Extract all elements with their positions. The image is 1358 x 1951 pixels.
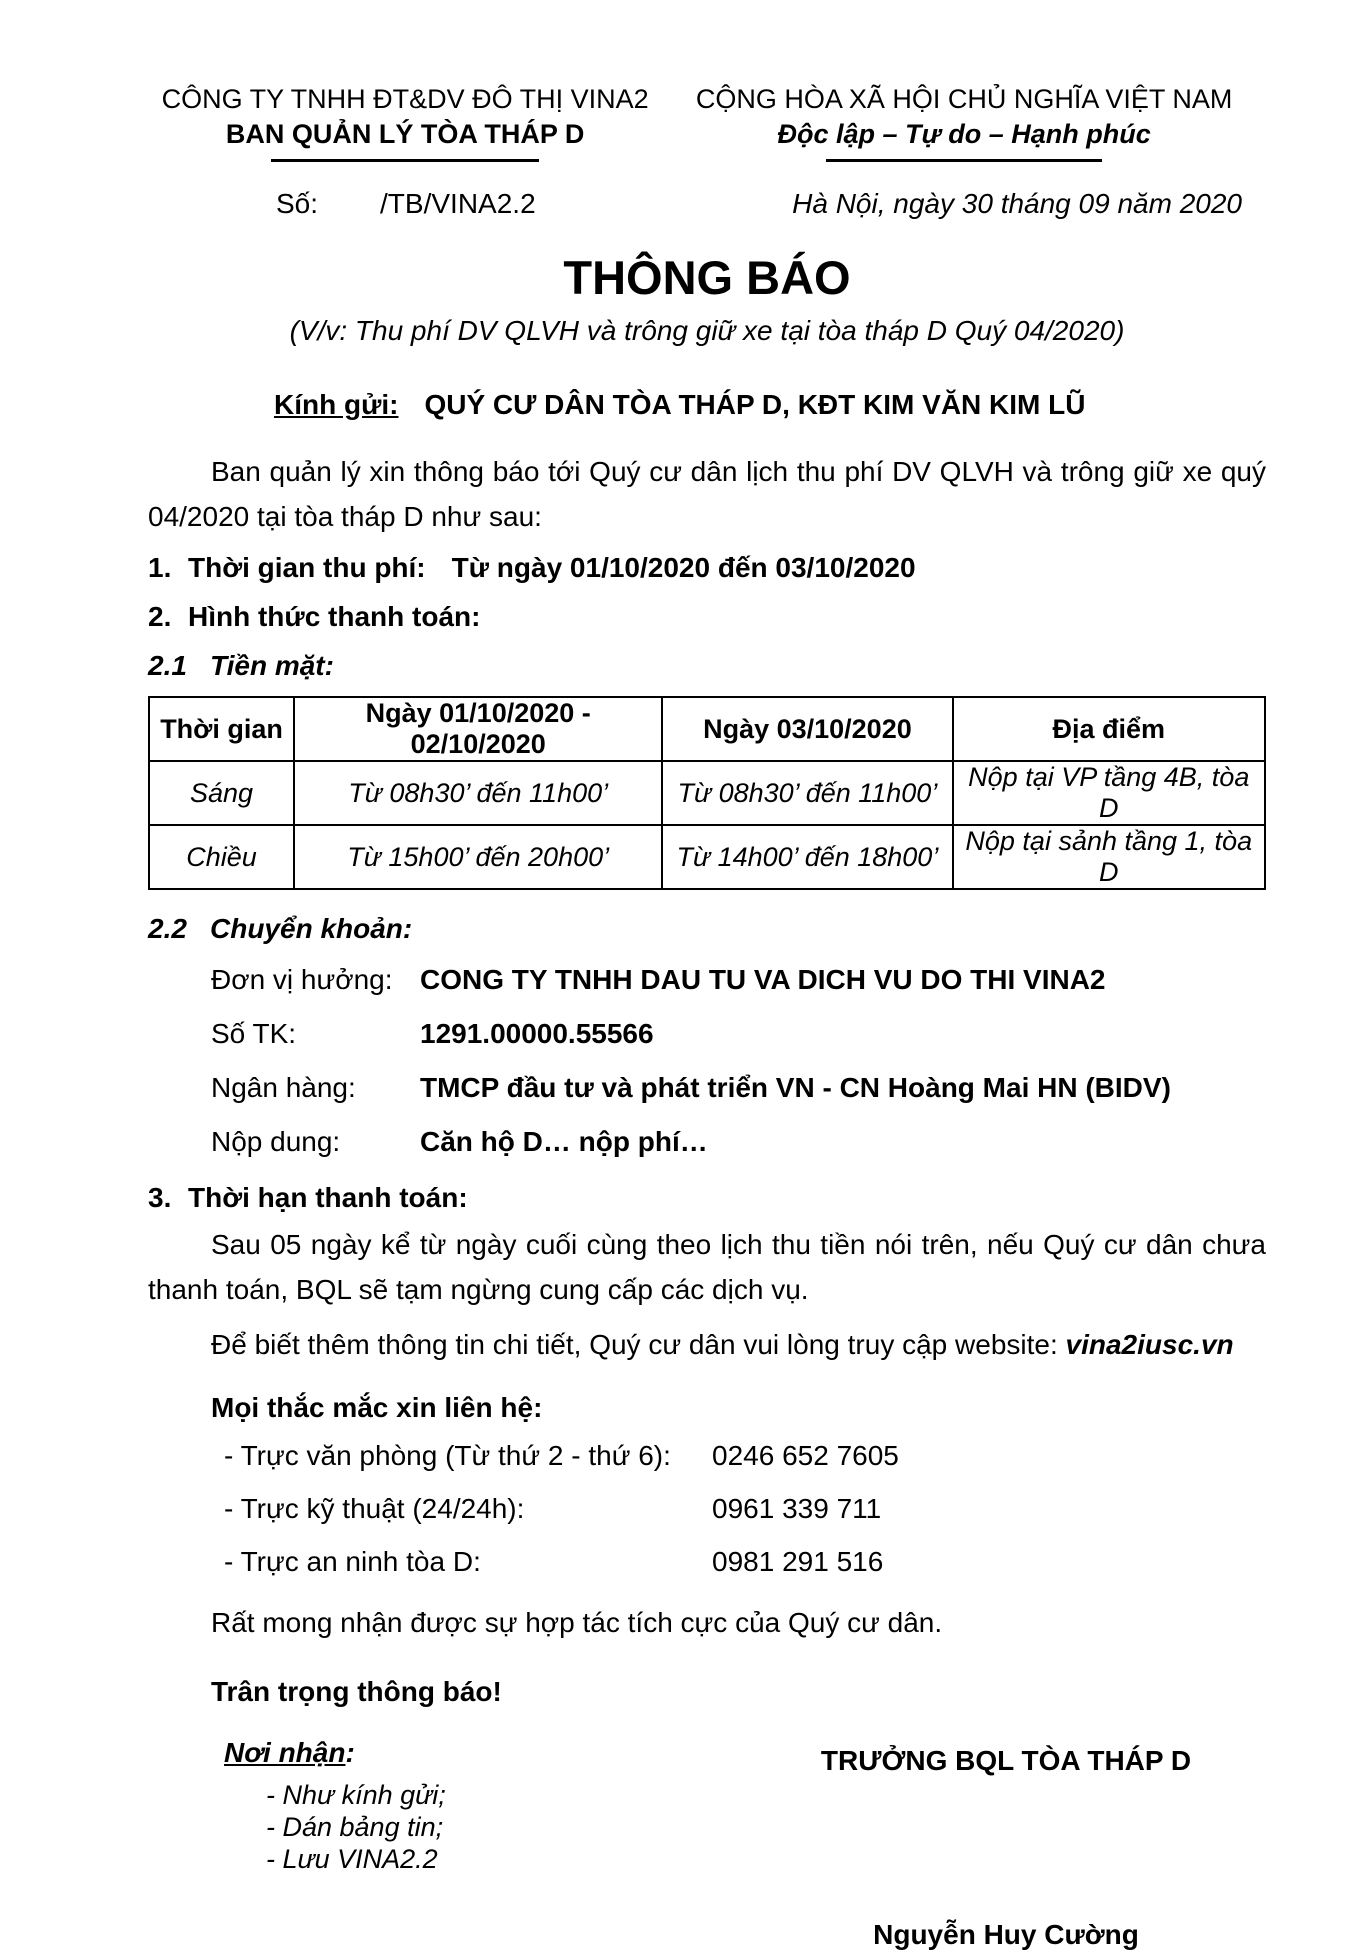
bank-row [148,1115,1266,1169]
table-cell: Từ 14h00’ đến 18h00’ [662,825,952,889]
section-2-1-heading [148,645,1266,686]
section-2-number: 2. [148,601,172,632]
table-cell: Nộp tại sảnh tầng 1, tòa D [953,825,1266,889]
department-name: BAN QUẢN LÝ TÒA THÁP D [225,119,585,149]
letterhead-right [662,82,1266,162]
letterhead-left [148,82,662,162]
recipients-block [224,1737,446,1951]
contact-item-phone: 0246 652 7605 [712,1440,899,1471]
contact-item-phone: 0981 291 516 [712,1546,884,1577]
recipient-label: Kính gửi: [274,389,399,420]
reference-number-value: /TB/VINA2.2 [380,188,536,219]
letterhead [148,82,1266,162]
contact-list [148,1429,1266,1588]
section-2-label: Hình thức thanh toán: [188,601,481,632]
reference-number [276,188,536,220]
table-header-row [149,697,1265,761]
recipients-item: - Lưu VINA2.2 [266,1844,438,1874]
website-line-text: Để biết thêm thông tin chi tiết, Quý cư dân vui lòng truy cập website: [211,1329,1066,1360]
bank-row [148,1061,1266,1115]
national-title: CỘNG HÒA XÃ HỘI CHỦ NGHĨA VIỆT NAM [695,84,1233,114]
section-2-1-number: 2.1 [148,650,187,681]
bank-row-value: Căn hộ D… nộp phí… [420,1126,708,1157]
contact-item [148,1482,1266,1535]
section-2-2-heading [148,908,1266,949]
table-cell: Chiều [149,825,294,889]
bank-row [148,953,1266,1007]
deadline-paragraph: Sau 05 ngày kể từ ngày cuối cùng theo lịch thu tiền nói trên, nếu Quý cư dân chưa thanh toán, BQL sẽ tạm ngừng cung cấp các dịch vụ. [148,1229,1266,1305]
bank-transfer-details [148,953,1266,1169]
recipients-heading-label: Nơi nhận [224,1737,346,1768]
section-2-2-number: 2.2 [148,913,187,944]
section-1-heading [148,547,1266,588]
table-header-days2: Ngày 03/10/2020 [662,697,952,761]
table-header-location: Địa điểm [953,697,1266,761]
signature-title: TRƯỞNG BQL TÒA THÁP D [820,1745,1192,1776]
contact-header: Mọi thắc mắc xin liên hệ: [211,1392,543,1423]
contact-item-phone: 0961 339 711 [712,1493,882,1524]
section-2-2-label: Chuyển khoản: [210,913,413,944]
closing-regards: Trân trọng thông báo! [211,1676,502,1707]
section-1-number: 1. [148,552,172,583]
bank-row [148,1007,1266,1061]
website-line [148,1322,1266,1367]
bank-row-label: Nộp dung: [211,1126,341,1157]
table-header-days1: Ngày 01/10/2020 - 02/10/2020 [294,697,662,761]
closing-thanks: Rất mong nhận được sự hợp tác tích cực của Quý cư dân. [211,1607,943,1638]
contact-item-label: - Trực kỹ thuật (24/24h): [224,1493,525,1524]
recipients-item: - Dán bảng tin; [266,1812,444,1842]
reference-number-label: Số: [276,188,319,219]
footer [148,1737,1266,1951]
table-header-time: Thời gian [149,697,294,761]
section-1-value: Từ ngày 01/10/2020 đến 03/10/2020 [451,552,916,583]
recipient-line [274,389,1266,421]
national-motto: Độc lập – Tự do – Hạnh phúc [777,119,1151,149]
recipients-item: - Như kính gửi; [266,1780,446,1810]
contact-item [148,1535,1266,1588]
recipient-value: QUÝ CƯ DÂN TÒA THÁP D, KĐT KIM VĂN KIM LŨ [424,389,1086,420]
document-subtitle: (V/v: Thu phí DV QLVH và trông giữ xe tại tòa tháp D Quý 04/2020) [289,315,1125,346]
letterhead-right-rule [826,159,1102,162]
section-3-heading [148,1177,1266,1218]
letterhead-left-rule [271,159,539,162]
bank-row-label: Ngân hàng: [211,1072,356,1103]
table-cell: Sáng [149,761,294,825]
section-2-1-label: Tiền mặt: [210,650,334,681]
reference-line [148,188,1266,220]
table-cell: Từ 08h30’ đến 11h00’ [294,761,662,825]
table-row [149,825,1265,889]
document-title: THÔNG BÁO [563,251,851,304]
website-url: vina2iusc.vn [1065,1329,1234,1360]
fee-schedule-table [148,696,1266,890]
contact-item [148,1429,1266,1482]
signature-name: Nguyễn Huy Cường [873,1919,1139,1950]
bank-row-value: 1291.00000.55566 [420,1018,654,1049]
section-3-number: 3. [148,1182,172,1213]
signature-block [746,1737,1266,1951]
table-cell: Nộp tại VP tầng 4B, tòa D [953,761,1266,825]
intro-paragraph: Ban quản lý xin thông báo tới Quý cư dân lịch thu phí DV QLVH và trông giữ xe quý 04/2020 tại tòa tháp D như sau: [148,456,1266,532]
table-cell: Từ 08h30’ đến 11h00’ [662,761,952,825]
company-name: CÔNG TY TNHH ĐT&DV ĐÔ THỊ VINA2 [161,84,649,114]
recipients-list [224,1779,446,1875]
recipients-heading [224,1737,446,1769]
bank-row-label: Đơn vị hưởng: [211,964,393,995]
table-cell: Từ 15h00’ đến 20h00’ [294,825,662,889]
date-place-line: Hà Nội, ngày 30 tháng 09 năm 2020 [792,188,1242,219]
section-2-heading [148,596,1266,637]
bank-row-value: TMCP đầu tư và phát triển VN - CN Hoàng Mai HN (BIDV) [420,1072,1171,1103]
table-row [149,761,1265,825]
contact-item-label: - Trực an ninh tòa D: [224,1546,481,1577]
contact-item-label: - Trực văn phòng (Từ thứ 2 - thứ 6): [224,1440,671,1471]
bank-row-value: CONG TY TNHH DAU TU VA DICH VU DO THI VINA2 [420,964,1106,995]
section-3-label: Thời hạn thanh toán: [188,1182,468,1213]
section-1-label: Thời gian thu phí: [188,552,426,583]
bank-row-label: Số TK: [211,1018,297,1049]
recipients-heading-colon: : [345,1737,355,1768]
